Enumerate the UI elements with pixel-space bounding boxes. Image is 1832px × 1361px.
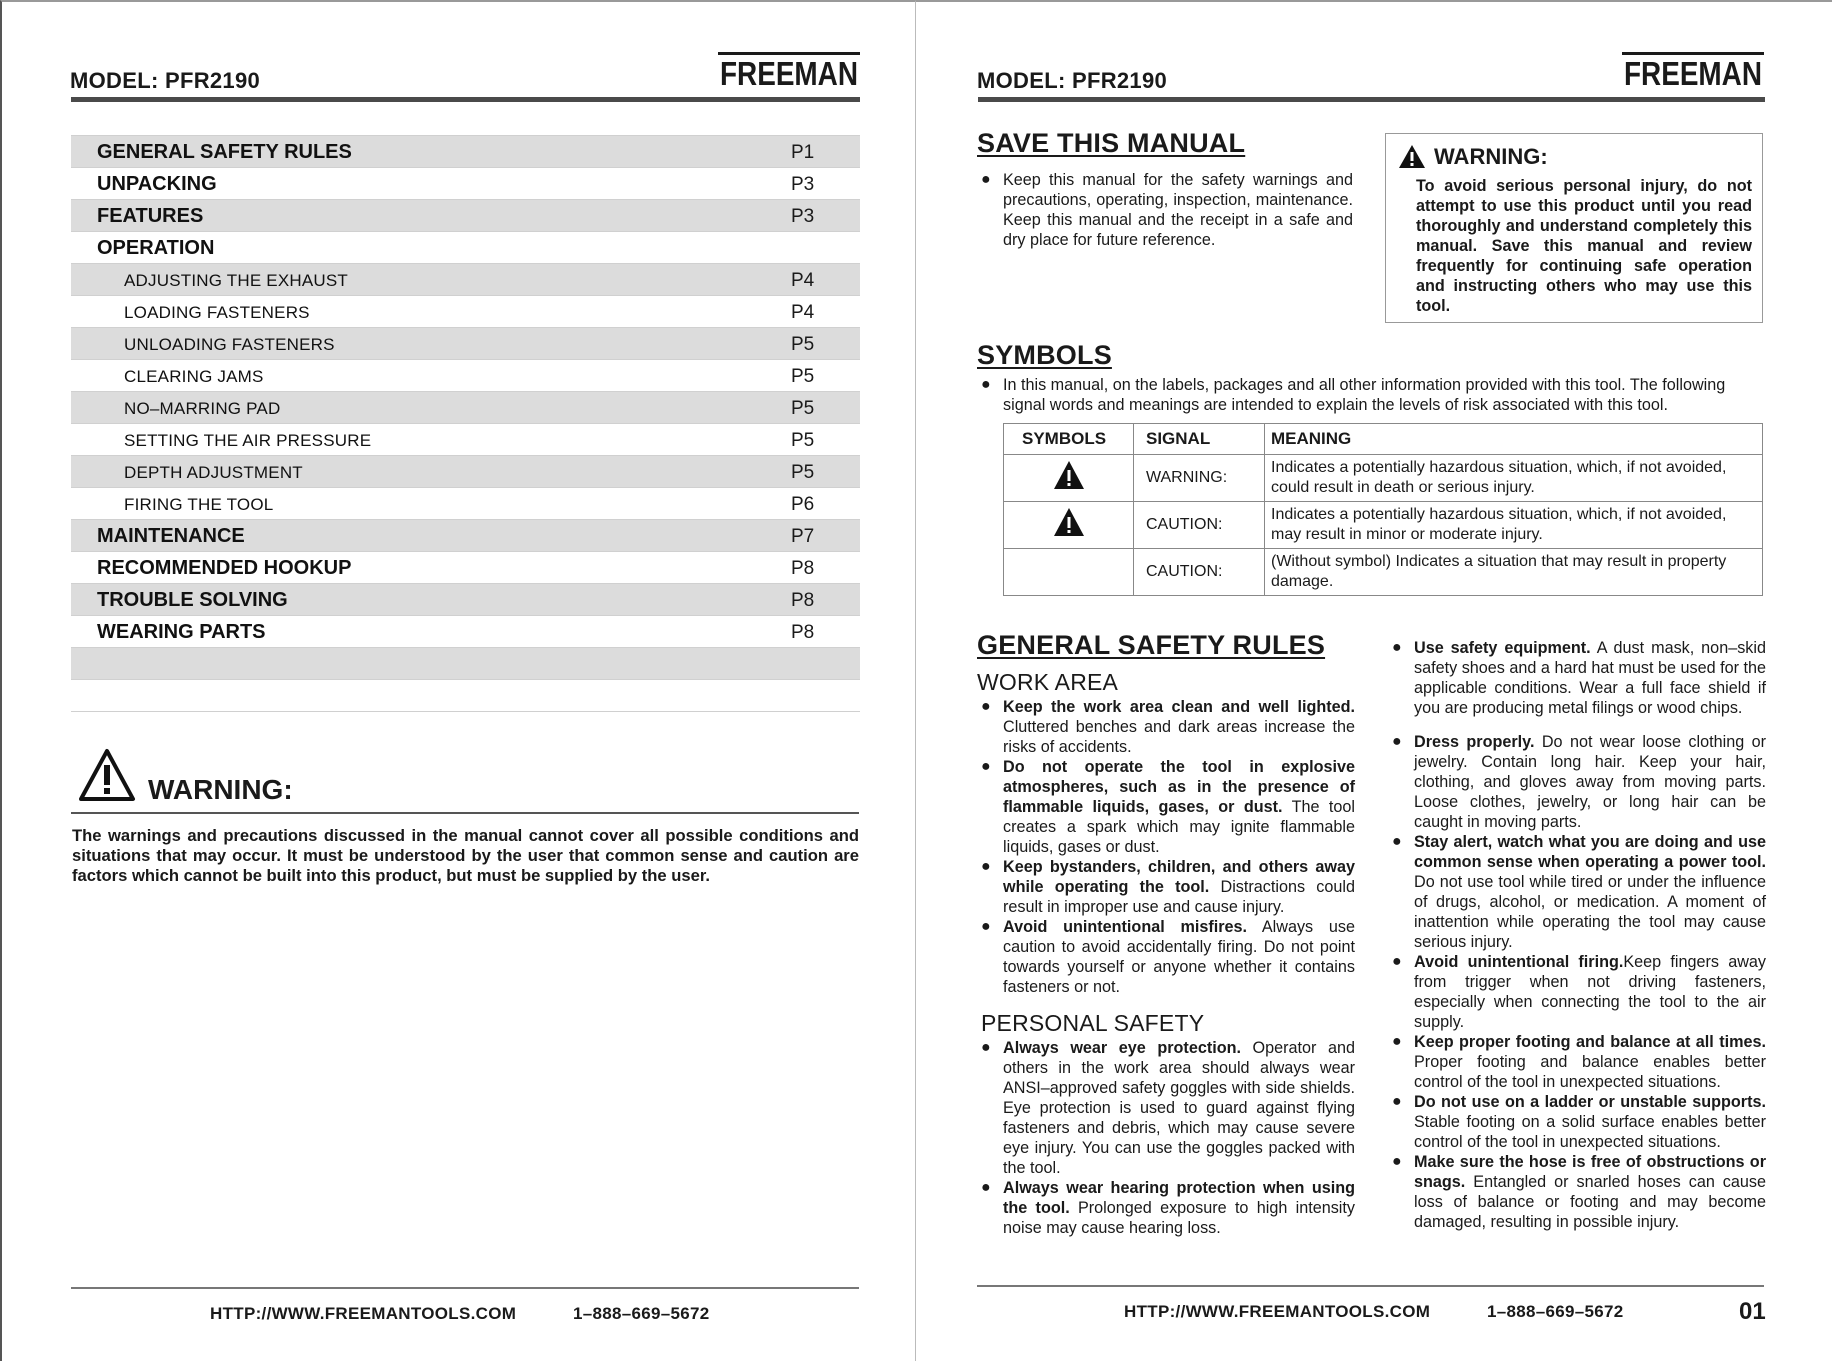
safety-rule-text: Cluttered benches and dark areas increase the risks of accidents. [1003, 718, 1355, 756]
toc-entry-title: SETTING THE AIR PRESSURE [124, 431, 372, 450]
safety-rule-item [1392, 1092, 1766, 1152]
toc-row [71, 359, 860, 391]
footer-url: HTTP://WWW.FREEMANTOOLS.COM [210, 1304, 517, 1323]
general-safety-heading: GENERAL SAFETY RULES [977, 630, 1326, 660]
toc-entry-title: MAINTENANCE [97, 525, 245, 547]
toc-row [71, 615, 860, 647]
symbols-table [1003, 423, 1763, 596]
save-manual-heading: SAVE THIS MANUAL [977, 128, 1246, 158]
toc-entry-page: P3 [791, 206, 815, 227]
safety-rule-text: A dust mask, non–skid safety shoes and a hard hat must be used for the applicable conditions. Wear a full face shield if you are producing metal filings or wood chips. [1414, 639, 1766, 717]
toc-entry-page: P8 [791, 622, 815, 643]
safety-rule-text: Always use caution to avoid accidentally firing. Do not point towards yourself or anyone whether it contains fasteners or not. [1003, 918, 1355, 996]
footer-rule [71, 1287, 859, 1289]
safety-rule-lead: Keep proper footing and balance at all times. [1414, 1033, 1766, 1051]
toc-entry-page: P4 [791, 270, 815, 291]
warning-triangle-icon [78, 748, 136, 802]
header-signal: SIGNAL [1134, 424, 1265, 455]
save-manual-text [981, 170, 1353, 250]
safety-rule-item [1392, 1032, 1766, 1092]
safety-rule-lead: Avoid unintentional firing. [1414, 953, 1624, 971]
meaning-cell: Indicates a potentially hazardous situation, which, if not avoided, could result in death or serious injury. [1265, 455, 1763, 502]
safety-rule-text: Prolonged exposure to high intensity noise may cause hearing loss. [1003, 1199, 1355, 1237]
toc-row [71, 199, 860, 231]
warning-triangle-icon [1053, 460, 1085, 490]
footer-url: HTTP://WWW.FREEMANTOOLS.COM [1124, 1302, 1431, 1321]
toc-entry-page: P5 [791, 462, 815, 483]
safety-rule-text: Entangled or snarled hoses can cause loss of balance or footing and may become damaged, resulting in possible injury. [1414, 1173, 1766, 1231]
toc-entry-title: UNLOADING FASTENERS [124, 335, 335, 354]
warning-rule [71, 812, 859, 814]
footer-phone: 1–888–669–5672 [573, 1304, 710, 1323]
safety-rule-lead: Always wear hearing protection when using the tool. [1003, 1179, 1355, 1217]
toc-row [71, 519, 860, 551]
symbol-cell [1004, 502, 1134, 549]
warning-box-body: To avoid serious personal injury, do not attempt to use this product until you read thoroughly and understand completely this manual. Save this manual and review frequently for continuing safe operation and instructing others who may use this tool. [1416, 177, 1752, 315]
toc-row [71, 423, 860, 455]
freeman-logo-text: FREEMAN [1624, 55, 1762, 92]
model-label: MODEL: PFR2190 [977, 68, 1168, 93]
safety-rule-lead: Always wear eye protection. [1003, 1039, 1241, 1057]
safety-rule-text: Operator and others in the work area should always wear ANSI–approved safety goggles with side shields. Eye protection is used to guard against flying fasteners and debris, which may cause severe eye injury. You can use the goggles packed with the tool. [1003, 1039, 1355, 1177]
safety-rule-lead: Stay alert, watch what you are doing and use common sense when operating a power tool. [1414, 833, 1766, 871]
toc-entry-title: CLEARING JAMS [124, 367, 264, 386]
toc-row [71, 679, 860, 712]
toc-entry-title: TROUBLE SOLVING [97, 589, 288, 611]
personal-safety-heading: PERSONAL SAFETY [981, 1010, 1205, 1036]
toc-entry-title: FIRING THE TOOL [124, 495, 274, 514]
safety-rule-lead: Dress properly. [1414, 733, 1535, 751]
warning-title: WARNING: [148, 774, 293, 805]
toc-entry-title: ADJUSTING THE EXHAUST [124, 271, 348, 290]
freeman-logo-mark [718, 52, 860, 90]
meaning-cell: Indicates a potentially hazardous situation, which, if not avoided, may result in minor or moderate injury. [1265, 502, 1763, 549]
safety-rule-lead: Do not use on a ladder or unstable supports. [1414, 1093, 1766, 1111]
symbols-intro [981, 375, 1763, 415]
footer-phone: 1–888–669–5672 [1487, 1302, 1624, 1321]
safety-rule-lead: Use safety equipment. [1414, 639, 1591, 657]
safety-rule-lead: Keep the work area clean and well lighted. [1003, 698, 1355, 716]
toc-entry-title: UNPACKING [97, 173, 217, 195]
toc-row [71, 391, 860, 423]
toc-entry-page: P3 [791, 174, 815, 195]
toc-entry-page: P1 [791, 142, 815, 163]
symbols-table-header [1004, 424, 1763, 455]
toc-entry-page: P5 [791, 366, 815, 387]
meaning-cell: (Without symbol) Indicates a situation that may result in property damage. [1265, 549, 1763, 596]
safety-rule-item [981, 917, 1355, 997]
toc-entry-title: OPERATION [97, 237, 215, 259]
toc-entry-title: FEATURES [97, 205, 204, 227]
toc-entry-title: GENERAL SAFETY RULES [97, 141, 352, 163]
freeman-logo-mark [1622, 52, 1764, 90]
toc-row [71, 263, 860, 295]
header-rule [978, 97, 1765, 102]
freeman-logo [1622, 52, 1764, 90]
footer-rule [977, 1285, 1764, 1287]
toc-entry-page: P4 [791, 302, 815, 323]
safety-rule-text: Do not wear loose clothing or jewelry. Contain long hair. Keep your hair, clothing, and gloves away from moving parts. Loose clothes, jewelry, or long hair can be caught in moving parts. [1414, 733, 1767, 831]
toc-entry-page: P6 [791, 494, 815, 515]
toc-row [71, 583, 860, 615]
warning-triangle-icon [1398, 144, 1426, 169]
personal-safety-list [981, 1038, 1355, 1238]
warning-box-title: WARNING: [1434, 144, 1548, 169]
left-page [0, 0, 915, 1361]
page-number: 01 [1739, 1298, 1766, 1325]
safety-rule-lead: Do not operate the tool in explosive atmospheres, such as in the presence of flammable liquids, gases, or dust. [1003, 758, 1355, 816]
toc-row [71, 135, 860, 167]
safety-rule-text: Keep fingers away from trigger when not driving fasteners, especially when connecting the tool to the air supply. [1414, 953, 1766, 1031]
toc-row [71, 295, 860, 327]
safety-rule-item [981, 857, 1355, 917]
toc-entry-page: P5 [791, 334, 815, 355]
safety-rule-item [981, 1038, 1355, 1178]
safety-rule-item [1392, 952, 1766, 1032]
safety-rules-right-column [1392, 638, 1766, 1232]
toc-entry-title: DEPTH ADJUSTMENT [124, 463, 303, 482]
signal-cell: CAUTION: [1134, 549, 1265, 596]
symbols-heading: SYMBOLS [977, 340, 1112, 370]
safety-rule-text: Proper footing and balance enables better control of the tool in unexpected situations. [1414, 1053, 1766, 1091]
toc-entry-page: P5 [791, 398, 815, 419]
toc-entry-page: P7 [791, 526, 815, 547]
warning-triangle-icon [1053, 507, 1085, 537]
safety-rule-lead: Avoid unintentional misfires. [1003, 918, 1248, 936]
toc-row [71, 487, 860, 519]
warning-box [1385, 133, 1763, 323]
symbols-row [1004, 502, 1763, 549]
toc-entry-title: NO–MARRING PAD [124, 399, 281, 418]
safety-rule-item [1392, 832, 1766, 952]
toc-row [71, 231, 860, 263]
safety-rule-item [981, 1178, 1355, 1238]
freeman-logo [718, 52, 860, 90]
safety-rule-item [1392, 1152, 1766, 1232]
toc-row [71, 551, 860, 583]
symbols-row [1004, 549, 1763, 596]
work-area-heading: WORK AREA [977, 669, 1119, 695]
toc-entry-title: RECOMMENDED HOOKUP [97, 557, 352, 579]
safety-rule-text: Do not use tool while tired or under the influence of drugs, alcohol, or medication. A moment of inattention while operating the tool may cause serious injury. [1414, 873, 1766, 951]
toc-entry-title: WEARING PARTS [97, 621, 266, 643]
symbols-row [1004, 455, 1763, 502]
save-manual-bullet: ● Keep this manual for the safety warnings and precautions, operating, inspection, maintenance. Keep this manual and the receipt in a safe and dry place for future reference. [981, 170, 1353, 250]
header-rule [71, 97, 860, 102]
safety-rule-text: The tool creates a spark which may ignite flammable liquids, gases or dust. [1003, 798, 1356, 856]
toc-row [71, 455, 860, 487]
toc-entry-title: LOADING FASTENERS [124, 303, 310, 322]
safety-rule-item [1392, 732, 1766, 832]
symbol-cell [1004, 455, 1134, 502]
table-of-contents [71, 135, 860, 712]
safety-rule-lead: Make sure the hose is free of obstructions or snags. [1414, 1153, 1766, 1191]
symbols-bullet: ● In this manual, on the labels, packages and all other information provided with this tool. The following signal words and meanings are intended to explain the levels of risk associated with this tool. [981, 375, 1763, 415]
toc-entry-page: P8 [791, 558, 815, 579]
toc-entry-page: P8 [791, 590, 815, 611]
freeman-logo-text: FREEMAN [720, 55, 858, 92]
safety-rule-lead: Keep bystanders, children, and others away while operating the tool. [1003, 858, 1355, 896]
header-symbols: SYMBOLS [1004, 424, 1134, 455]
model-label: MODEL: PFR2190 [70, 68, 261, 93]
toc-row [71, 327, 860, 359]
safety-rule-item [1392, 638, 1766, 718]
toc-row [71, 167, 860, 199]
signal-cell: CAUTION: [1134, 502, 1265, 549]
safety-rule-item [981, 697, 1355, 757]
symbol-cell [1004, 549, 1134, 596]
signal-cell: WARNING: [1134, 455, 1265, 502]
safety-rule-item [981, 757, 1355, 857]
toc-row [71, 647, 860, 679]
warning-body: The warnings and precautions discussed in the manual cannot cover all possible conditions and situations that may occur. It must be understood by the user that common sense and caution are factors which cannot be built into this product, but must be supplied by the user. [72, 826, 859, 885]
header-meaning: MEANING [1265, 424, 1763, 455]
toc-entry-page: P5 [791, 430, 815, 451]
safety-rule-text: Distractions could result in improper use and cause injury. [1003, 878, 1355, 916]
safety-rule-text: Stable footing on a solid surface enables better control of the tool in unexpected situations. [1414, 1113, 1766, 1151]
work-area-list [981, 697, 1355, 997]
